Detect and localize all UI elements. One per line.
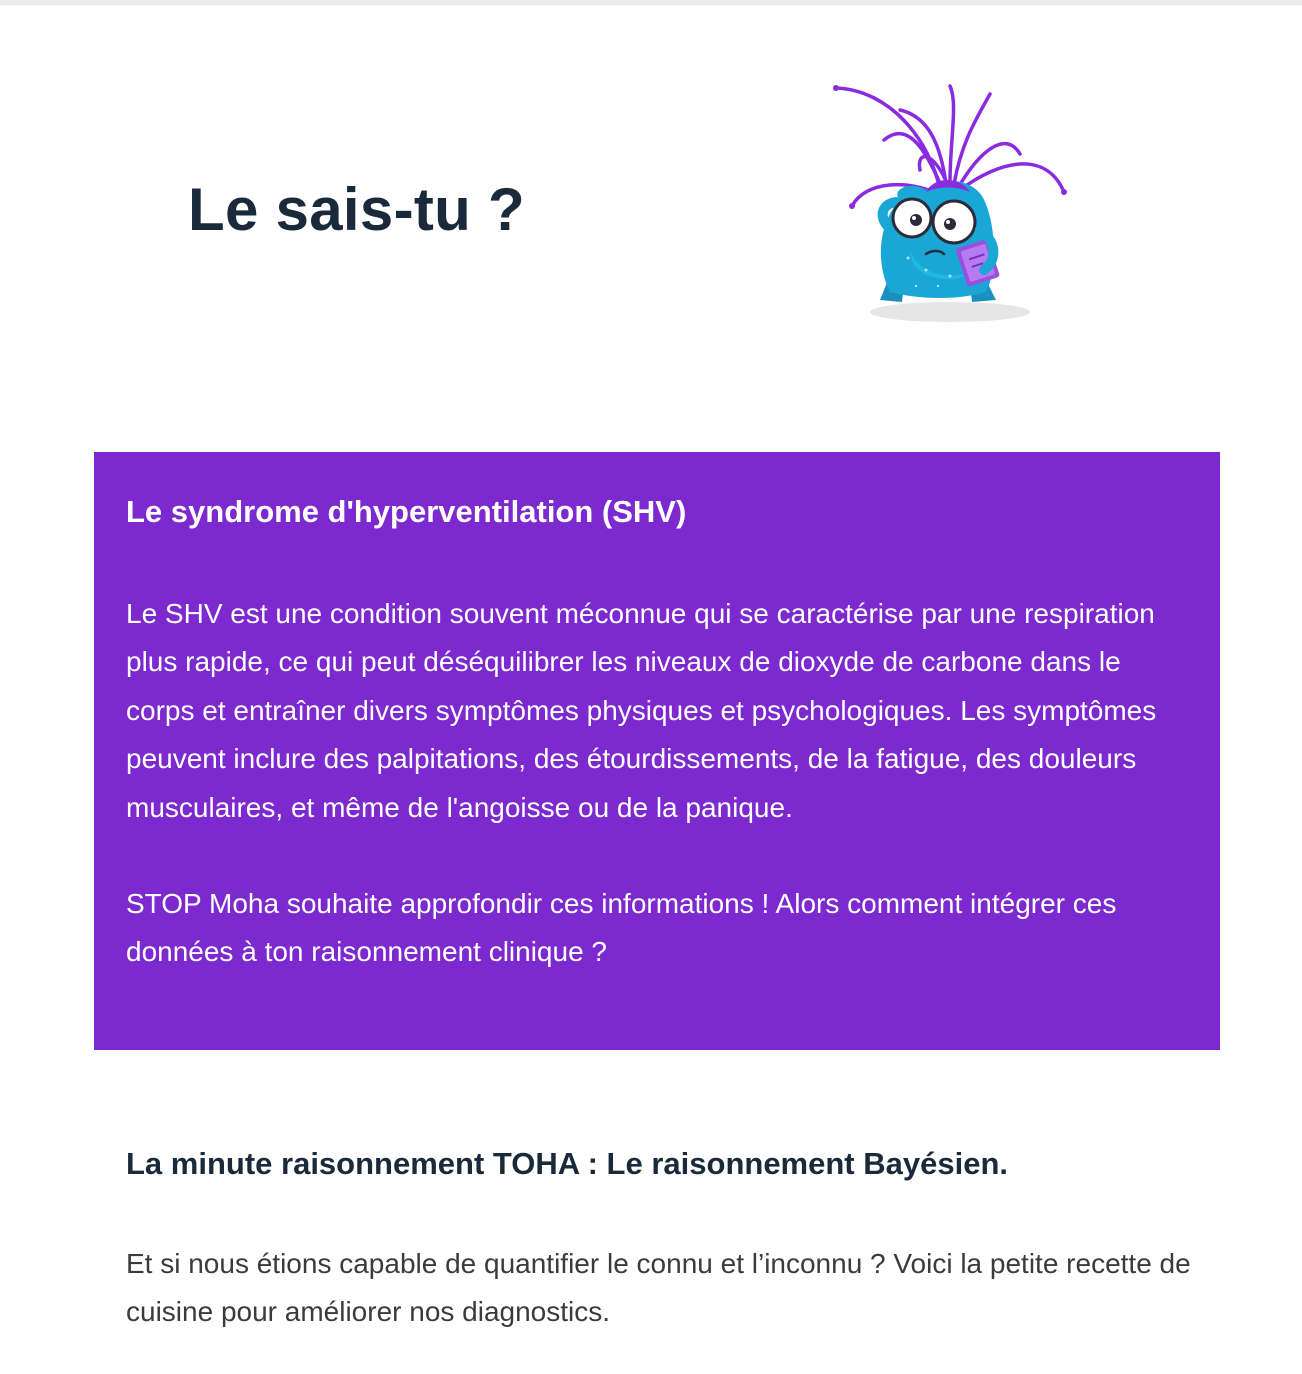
page-title: Le sais-tu ? (188, 176, 525, 243)
section-heading: La minute raisonnement TOHA : Le raisonnement Bayésien. (126, 1146, 1008, 1181)
section-body-text: Et si nous étions capable de quantifier le connu et l’inconnu ? Voici la petite recette de cuisine pour améliorer nos diagnostics. (126, 1248, 1191, 1328)
callout-paragraph-description: Le SHV est une condition souvent méconnue qui se caractérise par une respiration plus rapide, ce qui peut déséquilibrer les niveaux de dioxyde de carbone dans le corps et entraîner divers symptômes physiques et psychologiques. Les symptômes peuvent inclure des palpitations, des étourdissements, de la fatigue, des douleurs musculaires, et même de l'angoisse ou de la panique. (126, 598, 1157, 823)
info-callout (94, 452, 1220, 1050)
purple-haired-monster-with-glasses-icon (830, 80, 1080, 330)
top-divider (0, 0, 1302, 5)
callout-title: Le syndrome d'hyperventilation (SHV) (126, 494, 687, 529)
callout-paragraph-question: STOP Moha souhaite approfondir ces informations ! Alors comment intégrer ces données à ton raisonnement clinique ? (126, 888, 1117, 968)
